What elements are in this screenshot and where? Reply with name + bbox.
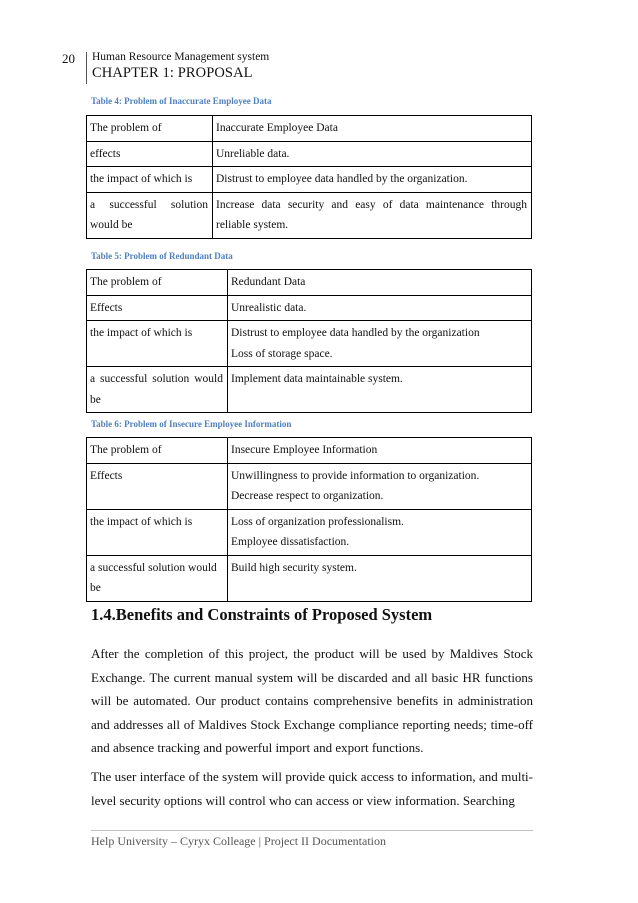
table-row <box>87 509 532 555</box>
table-cell-label: Effects <box>87 463 228 509</box>
table-cell-value <box>228 270 532 296</box>
table-row <box>87 270 532 296</box>
body-paragraph: The user interface of the system will provide quick access to information, and multi-level security options will control who can access or view information. Searching <box>91 769 533 808</box>
table-cell-line: Redundant Data <box>231 276 306 288</box>
table-row <box>87 438 532 464</box>
table-cell-line: Unreliable data. <box>216 147 290 160</box>
table-cell-value <box>213 192 532 238</box>
table-cell-label: The problem of <box>87 116 213 142</box>
table-6 <box>86 437 532 602</box>
document-title: Human Resource Management system <box>92 51 270 63</box>
table-row <box>87 463 532 509</box>
table-cell-line: Employee dissatisfaction. <box>231 536 350 548</box>
table-cell-value <box>213 141 532 167</box>
table-cell-line: Unwillingness to provide information to organization. <box>231 469 480 482</box>
table-cell-value <box>228 509 532 555</box>
table-row <box>87 295 532 321</box>
table-cell-value <box>228 295 532 321</box>
header-divider <box>86 52 87 84</box>
table-row <box>87 192 532 238</box>
table-4 <box>86 115 532 239</box>
table-cell-line: Unrealistic data. <box>231 301 307 314</box>
table-cell-line: Insecure Employee Information <box>231 444 378 456</box>
table-cell-value <box>228 321 532 367</box>
table-cell-label: the impact of which is <box>87 167 213 193</box>
body-paragraph: After the completion of this project, the product will be used by Maldives Stock Exchange. The current manual system will be discarded and all basic HR functions will be automated. Our product contains comprehensive benefits in administration and addresses all of Maldives Stock Exchange compliance reporting needs; time-off and absence tracking and powerful import and export functions. <box>91 646 533 756</box>
table-cell-value <box>228 367 532 413</box>
table-cell-value <box>228 555 532 601</box>
table-row <box>87 321 532 367</box>
table-cell-label: a successful solution would be <box>87 367 228 413</box>
table-cell-label: a successful solution would be <box>87 555 228 601</box>
table-cell-value <box>228 463 532 509</box>
table-cell-line: Decrease respect to organization. <box>231 490 384 502</box>
table-4-caption: Table 4: Problem of Inaccurate Employee Data <box>91 96 272 106</box>
table-cell-line: Loss of storage space. <box>231 347 333 360</box>
page-number: 20 <box>62 51 75 66</box>
table-6-caption: Table 6: Problem of Insecure Employee Information <box>91 419 292 429</box>
table-cell-line: Build high security system. <box>231 561 357 574</box>
table-cell-line: Inaccurate Employee Data <box>216 122 338 134</box>
table-row <box>87 555 532 601</box>
table-cell-line: Loss of organization professionalism. <box>231 515 404 528</box>
table-cell-value <box>228 438 532 464</box>
table-5 <box>86 269 532 413</box>
table-cell-line: Distrust to employee data handled by the organization. <box>216 173 468 185</box>
page-footer: Help University – Cyryx Colleage | Project II Documentation <box>91 834 387 848</box>
section-heading: 1.4.Benefits and Constraints of Proposed System <box>91 605 433 624</box>
table-row <box>87 116 532 142</box>
table-cell-line: Increase data security and easy of data maintenance through reliable system. <box>216 198 527 231</box>
table-cell-label: the impact of which is <box>87 509 228 555</box>
table-cell-label: effects <box>87 141 213 167</box>
table-cell-label: the impact of which is <box>87 321 228 367</box>
table-cell-line: Implement data maintainable system. <box>231 373 403 385</box>
table-row <box>87 141 532 167</box>
table-cell-value <box>213 116 532 142</box>
table-row <box>87 167 532 193</box>
table-cell-label: The problem of <box>87 270 228 296</box>
table-cell-label: a successful solution would be <box>87 192 213 238</box>
table-5-caption: Table 5: Problem of Redundant Data <box>91 251 233 261</box>
table-cell-value <box>213 167 532 193</box>
table-cell-label: Effects <box>87 295 228 321</box>
chapter-title: CHAPTER 1: PROPOSAL <box>92 65 253 81</box>
footer-divider <box>91 830 533 831</box>
table-row <box>87 367 532 413</box>
table-cell-label: The problem of <box>87 438 228 464</box>
table-cell-line: Distrust to employee data handled by the organization <box>231 327 480 339</box>
